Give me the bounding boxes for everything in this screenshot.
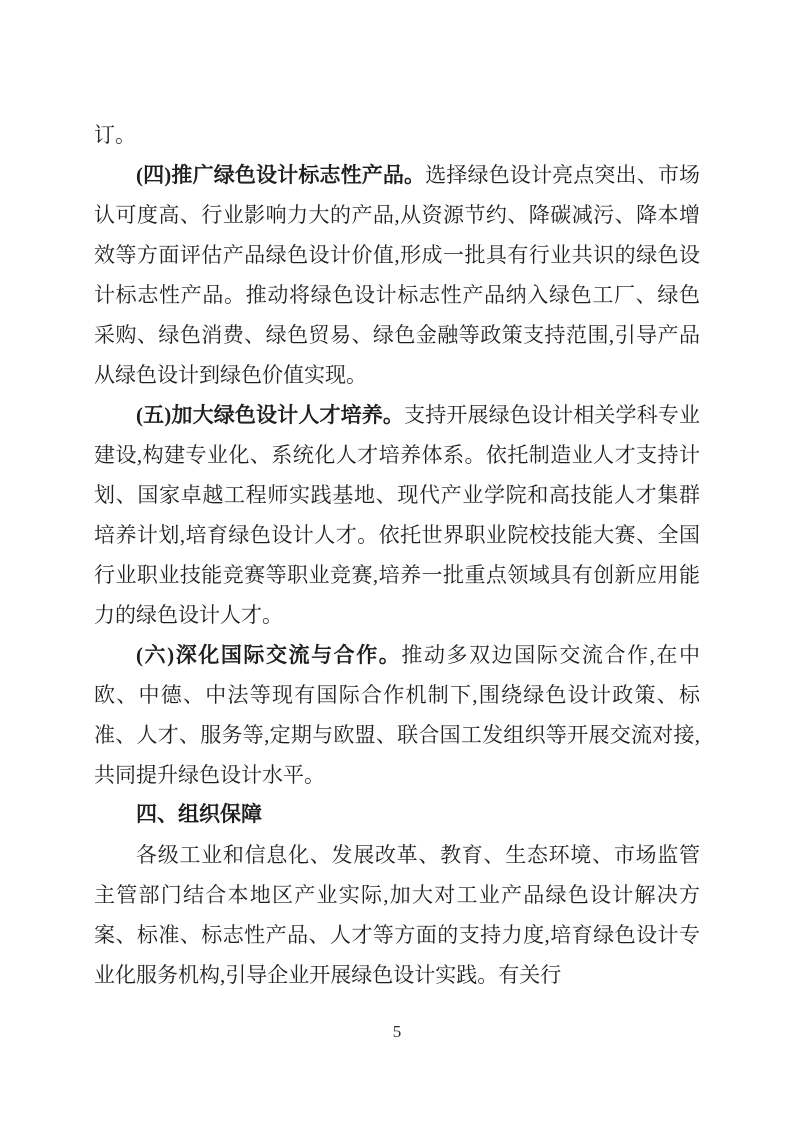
paragraph-continuation: 订。: [94, 123, 136, 147]
section-heading-organizational-support: 四、组织保障: [136, 803, 262, 826]
paragraph-text: 支持开展绿色设计相关学科专业建设,构建专业化、系统化人才培养体系。依托制造业人才支持计划、国家卓越工程师实践基地、现代产业学院和高技能人才集群培养计划,培育绿色设计人才。依托世界职业院校技能大赛、全国行业职业技能竞赛等职业竞赛,培养一批重点领域具有创新应用能力的绿色设计人才。: [94, 403, 700, 627]
paragraph-lead: (五)加大绿色设计人才培养。: [136, 403, 405, 427]
paragraph-text: 推动多双边国际交流合作,在中欧、中德、中法等现有国际合作机制下,围绕绿色设计政策、标准、人才、服务等,定期与欧盟、联合国工发组织等开展交流对接,共同提升绿色设计水平。: [94, 643, 700, 787]
paragraph-text: 选择绿色设计亮点突出、市场认可度高、行业影响力大的产品,从资源节约、降碳减污、降本增效等方面评估产品绿色设计价值,形成一批具有行业共识的绿色设计标志性产品。推动将绿色设计标志性产品纳入绿色工厂、绿色采购、绿色消费、绿色贸易、绿色金融等政策支持范围,引导产品从绿色设计到绿色价值实现。: [94, 163, 700, 387]
paragraph-closing: [94, 835, 700, 995]
page-footer: [0, 1020, 794, 1044]
document-body: [94, 115, 700, 995]
paragraph-text: 各级工业和信息化、发展改革、教育、生态环境、市场监管主管部门结合本地区产业实际,加大对工业产品绿色设计解决方案、标准、标志性产品、人才等方面的支持力度,培育绿色设计专业化服务机构,引导企业开展绿色设计实践。有关行: [94, 843, 700, 987]
page-number: 5: [392, 1022, 402, 1041]
paragraph-lead: (四)推广绿色设计标志性产品。: [136, 163, 426, 187]
paragraph-section-six: [94, 635, 700, 795]
paragraph-section-four: [94, 155, 700, 395]
paragraph-section-five: [94, 395, 700, 635]
paragraph-lead: (六)深化国际交流与合作。: [136, 643, 402, 667]
